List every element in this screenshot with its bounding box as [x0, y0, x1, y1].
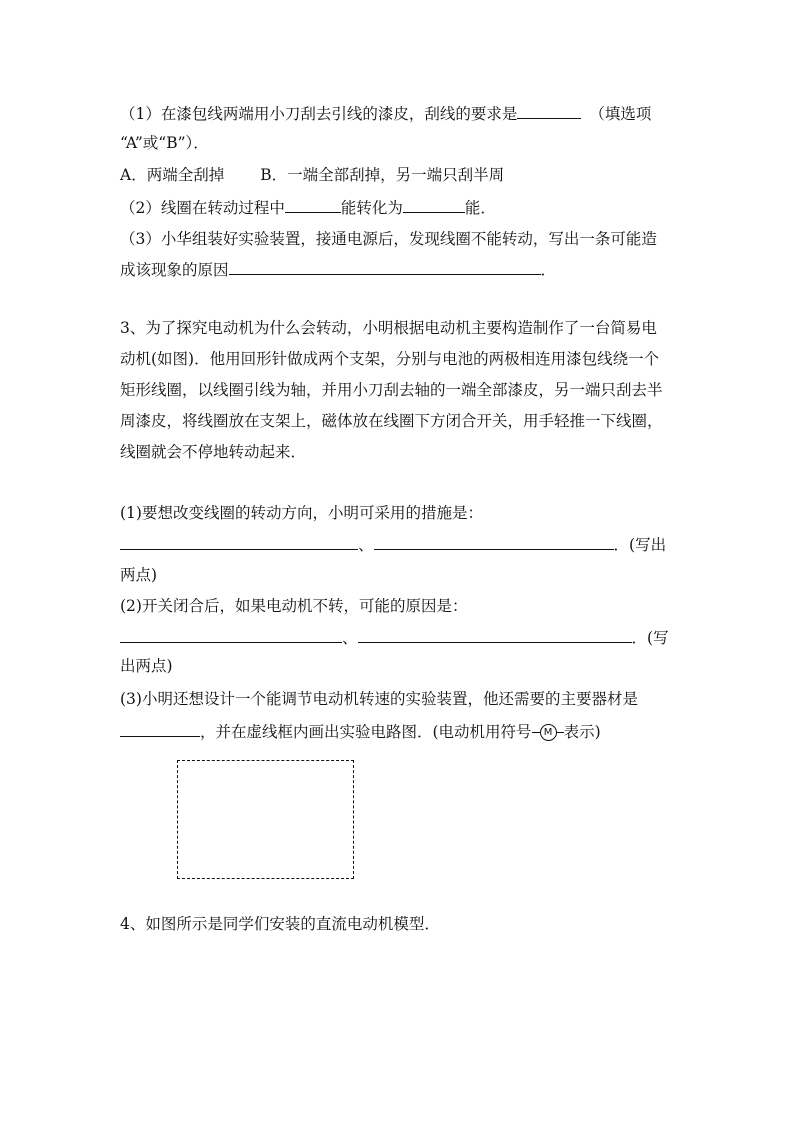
q2-part3-line2 — [120, 259, 556, 280]
q2-part2-line — [120, 197, 496, 218]
q3-sub2-cont-line — [120, 656, 173, 676]
q3-sub2-blank2[interactable] — [358, 627, 632, 643]
q3-sub1-sep: 、 — [358, 536, 374, 554]
q2-part1-line2 — [120, 133, 209, 153]
q2-part3-line — [120, 229, 657, 249]
q3-sub3-line — [120, 689, 638, 709]
q3-intro-line2 — [120, 349, 659, 369]
q4-line — [120, 914, 440, 934]
q2-part2-text: （2）线圈在转动过程中 — [120, 199, 285, 217]
q3-sub3-text: (3)小明还想设计一个能调节电动机转速的实验装置，他还需要的主要器材是 — [120, 690, 638, 708]
q3-intro-line5 — [120, 442, 306, 462]
q2-part2-blank2[interactable] — [403, 197, 465, 213]
q2-part1-options-hint: “A”或“B”）． — [120, 134, 209, 152]
q3-sub2-sep: 、 — [342, 629, 358, 647]
q3-sub2-answer-line — [120, 627, 669, 648]
q3-sub2-line — [120, 596, 467, 616]
q2-part2-text3: 能． — [464, 199, 496, 217]
q2-part1-blank[interactable] — [517, 103, 581, 119]
motor-symbol-label: M — [540, 724, 557, 741]
q2-option-a: A．两端全刮掉 — [120, 166, 225, 184]
q3-intro-text2: 动机(如图)．他用回形针做成两个支架，分别与电池的两极相连用漆包线绕一个 — [120, 350, 660, 368]
q2-part3-blank[interactable] — [229, 259, 541, 275]
q3-sub1-cont: 两点) — [120, 566, 158, 584]
q3-sub1-answer-line — [120, 534, 666, 555]
q3-sub1-line — [120, 503, 483, 523]
q3-sub1-blank1[interactable] — [120, 534, 358, 550]
q2-part1-line — [120, 103, 651, 124]
q3-intro-text4: 周漆皮，将线圈放在支架上，磁体放在线圈下方闭合开关，用手轻推一下线圈， — [120, 412, 663, 430]
q2-part3-text: （3）小华组装好实验装置，接通电源后，发现线圈不能转动，写出一条可能造 — [120, 230, 657, 248]
q3-intro-text1: 3、为了探究电动机为什么会转动，小明根据电动机主要构造制作了一台简易电 — [120, 319, 657, 337]
motor-symbol-icon — [532, 724, 564, 742]
circuit-diagram-box[interactable] — [177, 760, 354, 879]
q2-part2-blank1[interactable] — [285, 197, 341, 213]
q3-intro-line4 — [120, 411, 663, 431]
q2-options-line — [120, 165, 504, 185]
q3-intro-text3: 矩形线圈，以线圈引线为轴，并用小刀刮去轴的一端全部漆皮，另一端只刮去半 — [120, 381, 663, 399]
q4-text: 4、如图所示是同学们安装的直流电动机模型． — [120, 915, 440, 933]
q2-part3-text2: 成该现象的原因 — [120, 261, 229, 279]
q3-sub3-text2: ，并在虚线框内画出实验电路图．(电动机用符号 — [200, 723, 532, 741]
q2-option-b: B．一端全部刮掉，另一端只刮半周 — [260, 166, 505, 184]
q3-intro-line3 — [120, 380, 663, 400]
q2-part2-text2: 能转化为 — [340, 199, 403, 217]
q3-sub3-end: 表示) — [563, 723, 601, 741]
q3-sub3-line2 — [120, 721, 601, 742]
q3-sub1-end: ．(写出 — [613, 536, 667, 554]
q3-sub3-blank[interactable] — [120, 721, 200, 737]
q3-sub2-cont: 出两点) — [120, 657, 173, 675]
q3-sub2-end: ．(写 — [631, 629, 669, 647]
q3-sub2-text: (2)开关闭合后，如果电动机不转，可能的原因是： — [120, 597, 468, 615]
q3-sub1-cont-line — [120, 565, 157, 585]
q3-intro-text5: 线圈就会不停地转动起来． — [120, 443, 307, 461]
q3-sub1-blank2[interactable] — [374, 534, 614, 550]
q2-part3-end: ． — [540, 261, 557, 279]
q3-sub2-blank1[interactable] — [120, 627, 342, 643]
q3-sub1-text: (1)要想改变线圈的转动方向，小明可采用的措施是： — [120, 504, 483, 522]
q2-part1-hint: （填选项 — [589, 105, 652, 123]
q2-part1-text: （1）在漆包线两端用小刀刮去引线的漆皮，刮线的要求是 — [120, 105, 518, 123]
q3-intro-line1 — [120, 318, 657, 338]
